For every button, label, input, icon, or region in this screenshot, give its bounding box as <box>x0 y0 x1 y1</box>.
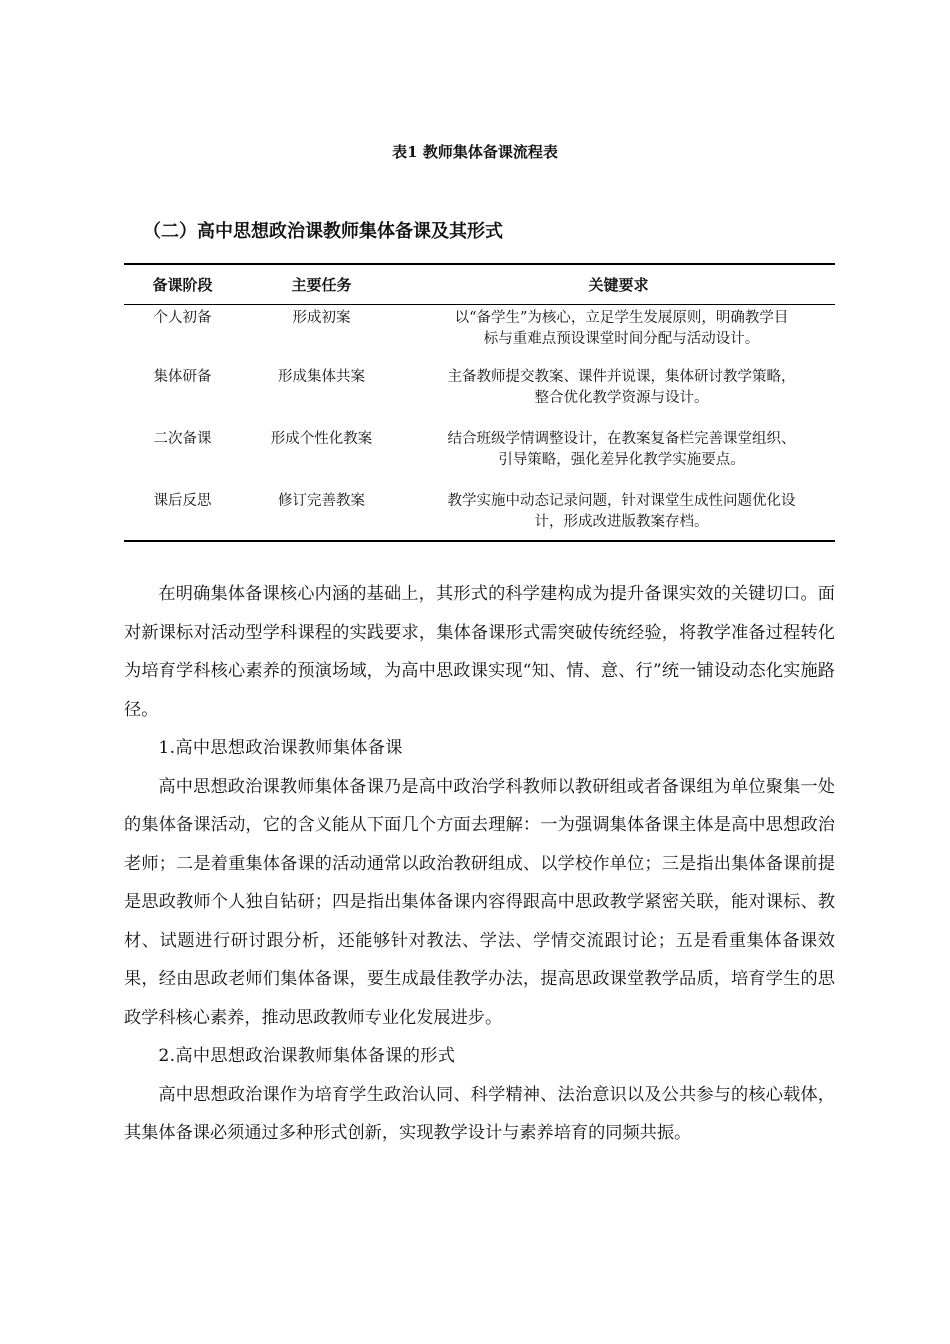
paragraph: 高中思想政治课作为培育学生政治认同、科学精神、法治意识以及公共参与的核心载体，其集体备课必须通过多种形式创新，实现教学设计与素养培育的同频共振。 <box>124 1084 835 1143</box>
header-stage: 备课阶段 <box>124 264 241 305</box>
cell-requirement <box>402 367 835 429</box>
requirement-line: 以“备学生”为核心，立足学生发展原则，明确教学目 <box>454 310 789 326</box>
cell-stage: 二次备课 <box>153 431 212 447</box>
requirement-line: 结合班级学情调整设计，在教案复备栏完善课堂组织、 <box>447 431 796 447</box>
section-heading: （二）高中思想政治课教师集体备课及其形式 <box>143 221 503 242</box>
cell-requirement <box>402 429 835 491</box>
cell-requirement <box>402 491 835 541</box>
cell-stage: 集体研备 <box>153 369 212 385</box>
table-caption: 表1 教师集体备课流程表 <box>392 143 558 161</box>
requirement-line: 引导策略，强化差异化教学实施要点。 <box>498 452 745 468</box>
lesson-prep-flow-table <box>124 263 835 542</box>
cell-task: 形成初案 <box>292 310 351 326</box>
cell-task: 形成集体共案 <box>278 369 365 385</box>
paragraph: 高中思想政治课教师集体备课乃是高中政治学科教师以教研组或者备课组为单位聚集一处的集体备课活动，它的含义能从下面几个方面去理解：一为强调集体备课主体是高中思想政治老师；二是着重集体备课的活动通常以政治教研组成、以学校作单位；三是指出集体备课前提是思政教师个人独自钻研；四是指出集体备课内容得跟高中思政教学紧密关联，能对课标、教材、试题进行研讨跟分析，还能够针对教法、学法、学情交流跟讨论；五是看重集体备课效果，经由思政老师们集体备课，要生成最佳教学办法，提高思政课堂教学品质，培育学生的思政学科核心素养，推动思政教师专业化发展进步。 <box>124 776 835 1028</box>
table-row <box>124 491 835 541</box>
cell-task: 修订完善教案 <box>241 491 402 541</box>
cell-requirement <box>402 305 835 368</box>
header-requirement: 关键要求 <box>402 264 835 305</box>
table-row <box>124 429 835 491</box>
requirement-line: 主备教师提交教案、课件并说课，集体研讨教学策略， <box>447 369 796 385</box>
cell-task: 形成个性化教案 <box>270 431 373 447</box>
header-task: 主要任务 <box>241 264 402 305</box>
cell-stage: 个人初备 <box>153 310 212 326</box>
paragraph: 在明确集体备课核心内涵的基础上，其形式的科学建构成为提升备课实效的关键切口。面对新课标对活动型学科课程的实践要求，集体备课形式需突破传统经验，将教学准备过程转化为培育学科核心素养的预演场域，为高中思政课实现“知、情、意、行”统一铺设动态化实施路径。 <box>124 584 835 720</box>
requirement-line: 计，形成改进版教案存档。 <box>534 514 709 530</box>
requirement-line: 标与重难点预设课堂时间分配与活动设计。 <box>483 331 760 347</box>
table-row <box>124 305 835 368</box>
requirement-line: 整合优化教学资源与设计。 <box>534 390 709 406</box>
subheading: 1.高中思想政治课教师集体备课 <box>158 738 403 758</box>
table-header-row <box>124 264 835 305</box>
subheading: 2.高中思想政治课教师集体备课的形式 <box>158 1046 456 1066</box>
body-text <box>124 575 835 1153</box>
requirement-line: 教学实施中动态记录问题，针对课堂生成性问题优化设 <box>447 493 796 509</box>
table-row <box>124 367 835 429</box>
cell-stage: 课后反思 <box>124 491 241 541</box>
